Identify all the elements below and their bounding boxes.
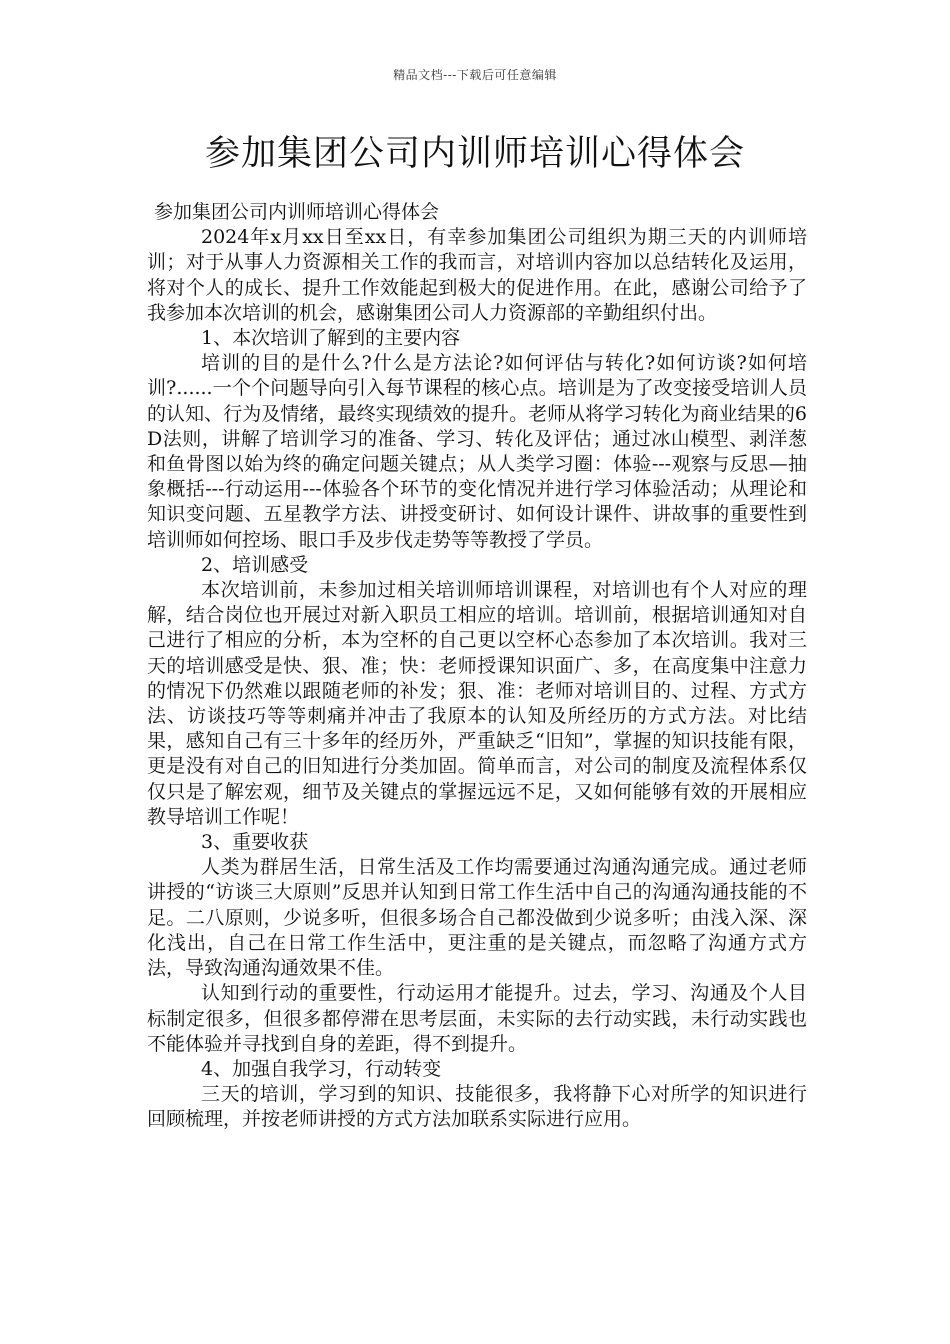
section-4-paragraph: 三天的培训，学习到的知识、技能很多，我将静下心对所学的知识进行回顾梳理，并按老师讲授的方式方法加联系实际进行应用。: [147, 1083, 807, 1131]
section-3-paragraph-2: 认知到行动的重要性，行动运用才能提升。过去，学习、沟通及个人目标制定很多，但很多都停滞在思考层面，未实际的去行动实践，未行动实践也不能体验并寻找到自身的差距，得不到提升。: [147, 982, 807, 1055]
section-4-heading: 4、加强自我学习，行动转变: [201, 1057, 442, 1080]
header-note: 精品文档---下载后可任意编辑: [393, 68, 557, 82]
section-3-paragraph-1: 人类为群居生活，日常生活及工作均需要通过沟通沟通完成。通过老师讲授的“访谈三大原则”反思并认知到日常工作生活中自己的沟通沟通技能的不足。二八原则，少说多听，但很多场合自己都没做到少说多听；由浅入深、深化浅出，自己在日常工作生活中，更注重的是关键点，而忽略了沟通方式方法，导致沟通沟通效果不佳。: [147, 856, 807, 980]
section-1-paragraph: 培训的目的是什么?什么是方法论?如何评估与转化?如何访谈?如何培训?......一个个问题导向引入每节课程的核心点。培训是为了改变接受培训人员的认知、行为及情绪，最终实现绩效的提升。老师从将学习转化为商业结果的6D法则，讲解了培训学习的准备、学习、转化及评估；通过冰山模型、剥洋葱和鱼骨图以始为终的确定问题关键点；从人类学习圈：体验---观察与反思—抽象概括---行动运用---体验各个环节的变化情况并进行学习体验活动；从理论和知识变问题、五星教学方法、讲授变研讨、如何设计课件、讲故事的重要性到培训师如何控场、眼口手及步伐走势等等教授了学员。: [147, 352, 807, 551]
document-subtitle: 参加集团公司内训师培训心得体会: [154, 201, 440, 223]
intro-paragraph: 2024年x月xx日至xx日，有幸参加集团公司组织为期三天的内训师培训；对于从事人力资源相关工作的我而言，对培训内容加以总结转化及运用，将对个人的成长、提升工作效能起到极大的促进作用。在此，感谢公司给予了我参加本次培训的机会，感谢集团公司人力资源部的辛勤组织付出。: [147, 226, 807, 324]
document-body: [147, 200, 807, 1133]
section-2-heading: 2、培训感受: [201, 553, 309, 576]
document-title: 参加集团公司内训师培训心得体会: [204, 134, 745, 174]
section-3-heading: 3、重要收获: [201, 831, 309, 854]
section-1-heading: 1、本次培训了解到的主要内容: [201, 327, 461, 350]
section-2-paragraph: 本次培训前，未参加过相关培训师培训课程，对培训也有个人对应的理解，结合岗位也开展过对新入职员工相应的培训。培训前，根据培训通知对自己进行了相应的分析，本为空杯的自己更以空杯心态参加了本次培训。我对三天的培训感受是快、狠、准；快：老师授课知识面广、多，在高度集中注意力的情况下仍然难以跟随老师的补发；狠、准：老师对培训目的、过程、方式方法、访谈技巧等等刺痛并冲击了我原本的认知及所经历的方式方法。对比结果，感知自己有三十多年的经历外，严重缺乏“旧知”，掌握的知识技能有限，更是没有对自己的旧知进行分类加固。简单而言，对公司的制度及流程体系仅仅只是了解宏观，细节及关键点的掌握远远不足，又如何能够有效的开展相应教导培训工作呢！: [147, 579, 807, 828]
